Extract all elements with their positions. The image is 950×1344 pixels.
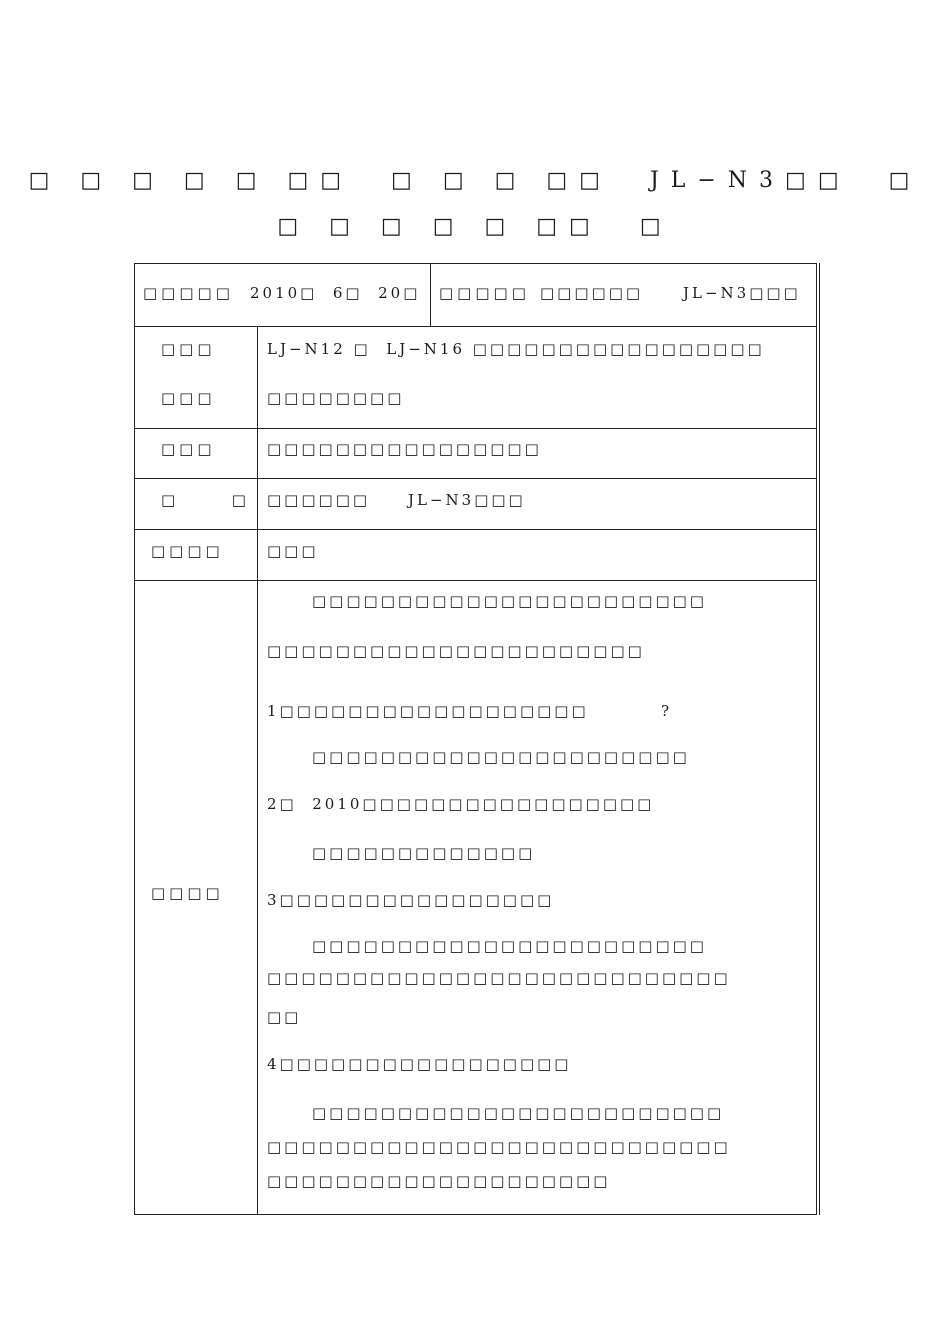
row-divider bbox=[135, 529, 816, 530]
row-value: LJ−N12 □ LJ−N16 □□□□□□□□□□□□□□□□□ bbox=[267, 340, 765, 358]
row-label: □□□ bbox=[161, 389, 216, 407]
row-divider bbox=[135, 326, 816, 327]
place-code: JL−N3□□□ bbox=[683, 284, 801, 302]
label-column-divider bbox=[257, 326, 258, 1214]
content-line: □□□□□□□□□□□□□□□□□□□□□□□□□□□ bbox=[267, 969, 731, 987]
row-value: □□□□□□□□□□□□□□□□ bbox=[267, 440, 542, 458]
content-line: □□□□□□□□□□□□□□□□□□□□□□□□□□□ bbox=[267, 1138, 731, 1156]
content-line: □□□□□□□□□□□□□□□□□□□□□□□□ bbox=[312, 1104, 725, 1122]
row-divider bbox=[135, 580, 816, 581]
content-line: 1□□□□□□□□□□□□□□□□□□ bbox=[267, 702, 589, 720]
row-value: □□□□□□ bbox=[267, 491, 371, 509]
record-table bbox=[134, 263, 817, 1215]
document-title-line-2: □ □ □ □ □ □□ □ bbox=[277, 214, 673, 239]
content-label: □□□□ bbox=[151, 884, 224, 902]
content-line: ? bbox=[661, 702, 673, 720]
content-line: □□□□□□□□□□□□□□□□□□□□□□□ bbox=[312, 937, 707, 955]
content-line: □□ bbox=[267, 1008, 302, 1026]
content-line: □□□□□□□□□□□□□ bbox=[312, 844, 536, 862]
header-column-divider bbox=[430, 264, 431, 326]
content-line: □□□□□□□□□□□□□□□□□□□□□□□ bbox=[312, 592, 707, 610]
row-label: □□□□ bbox=[151, 542, 224, 560]
row-label: □□□ bbox=[161, 440, 216, 458]
content-line: 3□□□□□□□□□□□□□□□□ bbox=[267, 891, 555, 909]
row-divider bbox=[135, 428, 816, 429]
row-label: □ □ bbox=[161, 491, 250, 509]
date-value: 2010□ 6□ 20□ bbox=[250, 284, 421, 302]
date-label: □□□□□ bbox=[143, 284, 234, 302]
content-line: □□□□□□□□□□□□□□□□□□□□ bbox=[267, 1172, 611, 1190]
content-line: □□□□□□□□□□□□□□□□□□□□□□ bbox=[267, 642, 645, 660]
content-line: 4□□□□□□□□□□□□□□□□□ bbox=[267, 1055, 572, 1073]
row-label: □□□ bbox=[161, 340, 216, 358]
place-label: □□□□□ bbox=[439, 284, 530, 302]
row-value: □□□□□□□□ bbox=[267, 389, 405, 407]
row-divider bbox=[135, 478, 816, 479]
content-line: 2□ 2010□□□□□□□□□□□□□□□□□ bbox=[267, 795, 655, 813]
document-title-line-1: □ □ □ □ □ □□ □ □ □ □□ JL−N3□□ □ bbox=[28, 168, 922, 193]
row-value: □□□ bbox=[267, 542, 319, 560]
content-line: □□□□□□□□□□□□□□□□□□□□□□ bbox=[312, 748, 690, 766]
place-value: □□□□□□ bbox=[540, 284, 644, 302]
row-value-code: JL−N3□□□ bbox=[408, 491, 526, 509]
